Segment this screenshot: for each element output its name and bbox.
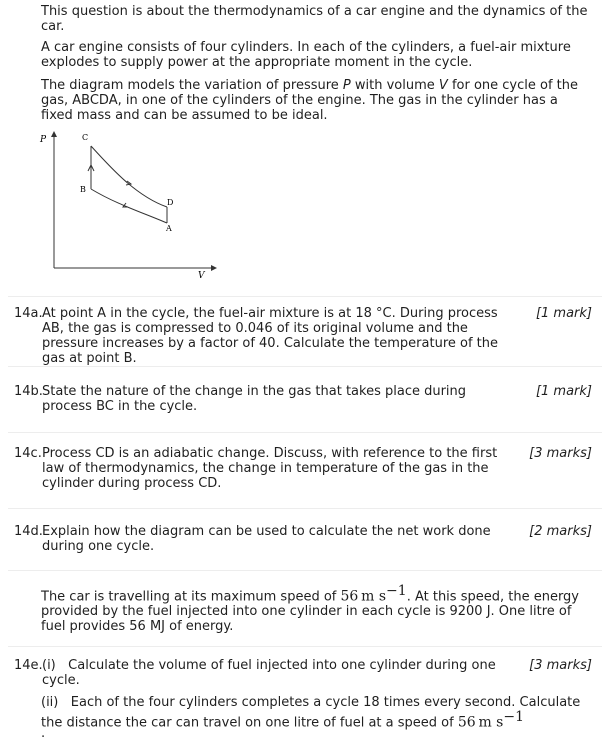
x-axis-label: V <box>198 271 205 278</box>
speed-exponent: −1 <box>503 709 524 725</box>
divider <box>8 432 602 433</box>
question-text: Process CD is an adiabatic change. Discuss, with reference to the first law of thermodynamics, the change in temperature of the gas in the cylinder during process CD. <box>42 446 498 491</box>
pressure-symbol: P <box>342 78 351 93</box>
divider <box>8 366 602 367</box>
question-14e-part-ii <box>41 695 589 730</box>
speed-unit: m s <box>478 714 504 731</box>
point-label-b: B <box>80 185 86 194</box>
divider <box>8 570 602 571</box>
question-text: Explain how the diagram can be used to calculate the net work done during one cycle. <box>42 524 491 554</box>
y-axis-label: P <box>40 135 47 145</box>
divider <box>8 508 602 509</box>
question-marks: [1 mark] <box>535 384 592 399</box>
question-label: 14c. <box>14 446 42 461</box>
question-label: 14b. <box>14 384 43 399</box>
speed-value: 56 <box>340 588 359 605</box>
part-label: (ii) <box>41 695 59 710</box>
curve-cd <box>91 146 167 207</box>
car-paragraph <box>41 584 589 634</box>
intro-text: The diagram models the variation of pressure <box>41 78 343 93</box>
part-label: (i) <box>42 658 56 673</box>
intro-text: with volume <box>350 78 439 93</box>
question-part-i <box>42 658 507 688</box>
intro-paragraph-2: A car engine consists of four cylinders. In each of the cylinders, a fuel-air mixture explodes to supply power at the appropriate moment in the cycle. <box>41 40 571 70</box>
point-label-c: C <box>82 133 89 142</box>
question-marks: [3 marks] <box>529 658 592 673</box>
point-label-a: A <box>166 224 172 233</box>
intro-text: for one cycle of the gas, ABCDA, in one of the cylinders of the engine. The gas in the cylinder has a fixed mass and can be assumed to be ideal. <box>41 78 579 123</box>
car-text: The car is travelling at its maximum speed of <box>41 589 341 605</box>
speed-unit: m s <box>361 588 387 605</box>
question-label: 14a. <box>14 306 43 321</box>
question-text: State the nature of the change in the gas that takes place during process BC in the cycle. <box>42 384 467 414</box>
question-marks: [1 mark] <box>535 306 592 321</box>
speed-exponent: −1 <box>386 583 407 599</box>
question-label: 14d. <box>14 524 43 539</box>
speed-value: 56 <box>457 714 476 731</box>
question-label: 14e. <box>14 658 43 673</box>
question-marks: [2 marks] <box>529 524 592 539</box>
point-label-d: D <box>167 198 174 207</box>
divider <box>8 296 602 297</box>
question-marks: [3 marks] <box>529 446 592 461</box>
intro-paragraph-3 <box>41 78 589 123</box>
trailing-period: . <box>41 726 46 741</box>
question-text: At point A in the cycle, the fuel-air mixture is at 18 °C. During process AB, the gas is compressed to 0.046 of its original volume and the pressure increases by a factor of 40. Calculate the temperature of the gas at point B. <box>42 306 499 366</box>
intro-paragraph-1: This question is about the thermodynamics of a car engine and the dynamics of the car. <box>41 4 588 34</box>
volume-symbol: V <box>438 78 448 93</box>
part-text: Each of the four cylinders completes a cycle 18 times every second. Calculate the distance the car can travel on one litre of fuel at a speed of <box>41 695 581 731</box>
divider <box>8 646 602 647</box>
car-text: . At this speed, the energy provided by the fuel injected into one cylinder in each cycle is 9200 J. One litre of fuel provides 56 MJ of energy. <box>41 589 580 635</box>
curve-ab <box>91 189 167 223</box>
pv-diagram <box>36 128 226 278</box>
part-text: Calculate the volume of fuel injected into one cylinder during one cycle. <box>42 658 496 688</box>
